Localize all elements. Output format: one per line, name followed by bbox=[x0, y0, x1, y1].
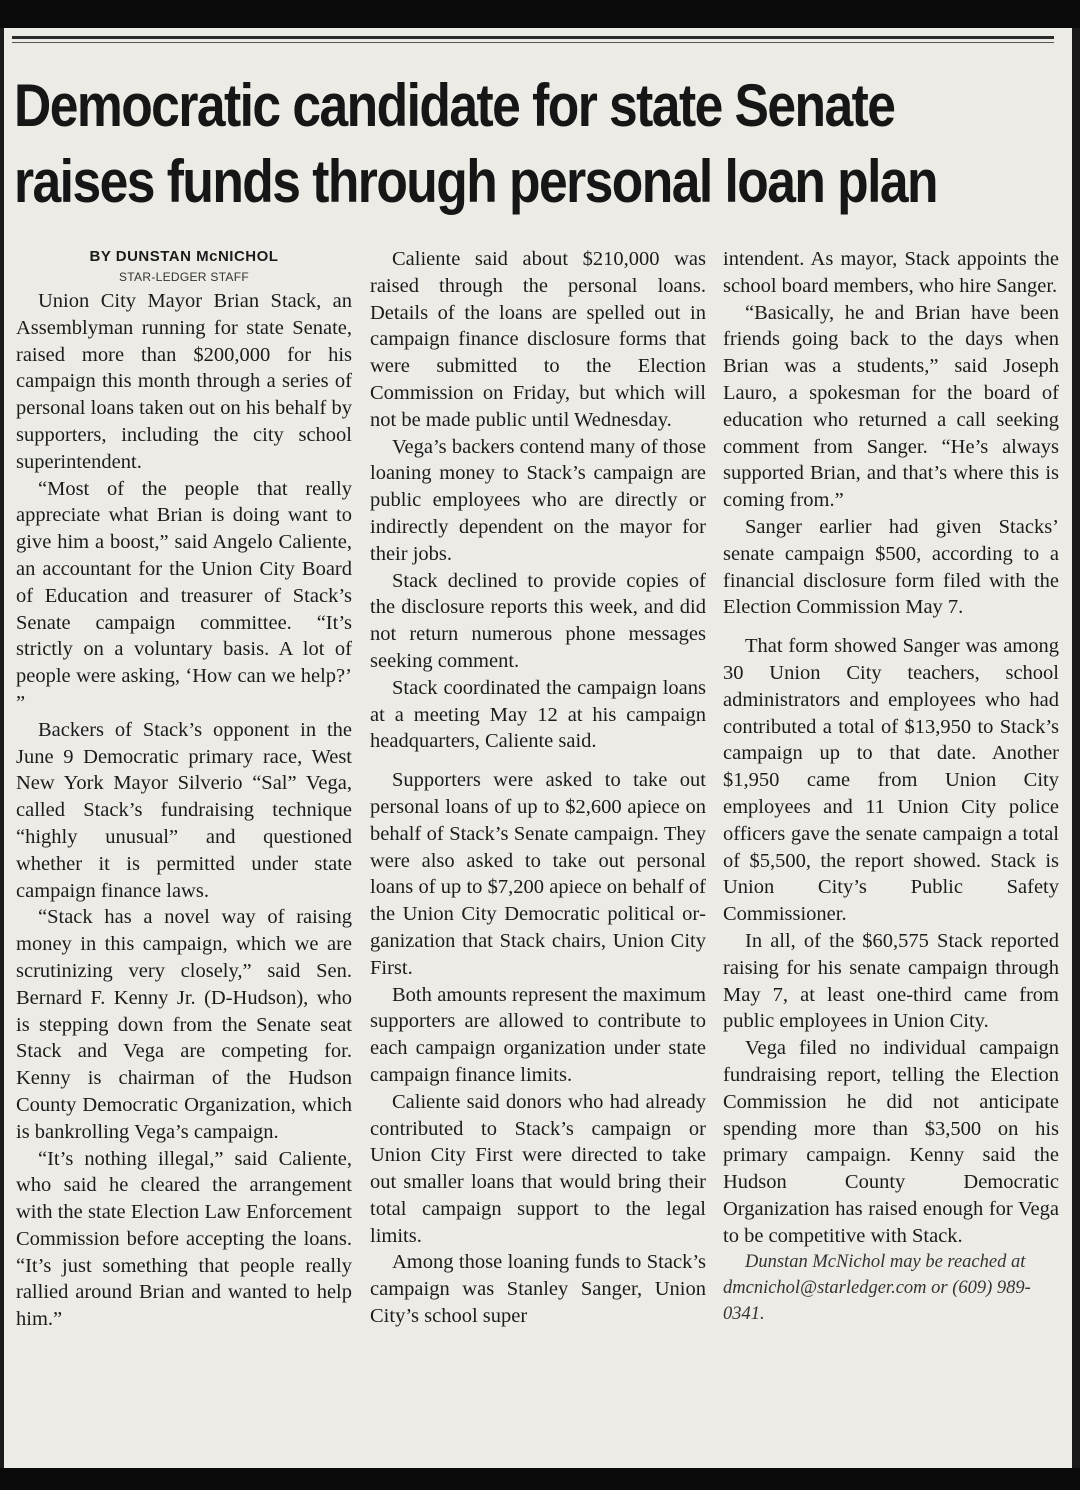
paragraph: That form showed Sanger was among 30 Union City teachers, school administrators and employees who had contributed a total of $13,950 to Stack’s campaign up to that date. Another $1,950 came from Union City employees and 11 Union City police officers gave the senate campaign a total of $5,500, the report showed. Stack is Union City’s Public Safety Commissioner. bbox=[723, 635, 1059, 926]
paragraph: Both amounts represent the maximum supporters are allowed to contribute to each campaign organization under state campaign finance limits. bbox=[370, 983, 706, 1086]
paragraph: Stack coordinated the campaign loans at a meeting May 12 at his campaign headquarters, Caliente said. bbox=[370, 676, 706, 753]
paragraph: “Stack has a novel way of raising money in this campaign, which we are scrutinizing very closely,” said Sen. Bernard F. Kenny Jr. (D-Hudson), who is stepping down from the Senate seat Stack and Vega are competing for. Kenny is chairman of the Hudson County Democratic Organization, which is bankrolling Vega’s campaign. bbox=[16, 906, 352, 1143]
paragraph: Among those loaning funds to Stack’s campaign was Stanley Sanger, Union City’s school super bbox=[370, 1251, 706, 1328]
paragraph: Caliente said about $210,000 was raised through the personal loans. Details of the loans are spelled out in campaign finance disclosure forms that were submitted to the Election Commission on Friday, but which will not be made public until Wednesday. bbox=[370, 248, 706, 431]
top-rule-thin bbox=[12, 42, 1054, 43]
paragraph: “Most of the people that really appreciate what Brian is doing want to give him a boost,” said Angelo Caliente, an accountant for the Union City Board of Education and treasurer of Stack’s Senate campaign committee. “It’s strictly on a voluntary basis. A lot of people were asking, ‘How can we help?’ ” bbox=[16, 477, 352, 714]
paragraph: Stack declined to provide copies of the disclosure reports this week, and did not return numerous phone messages seeking comment. bbox=[370, 569, 706, 672]
headline-line-1: Democratic candidate for state Senate bbox=[14, 72, 895, 139]
top-rule bbox=[12, 36, 1054, 39]
column-2 bbox=[370, 246, 706, 1330]
author-contact: Dunstan McNichol may be reached at dmcnichol@starledger.com or (609) 989-0341. bbox=[723, 1252, 1031, 1325]
paragraph: In all, of the $60,575 Stack reported raising for his senate campaign through May 7, at least one-third came from public employees in Union City. bbox=[723, 929, 1059, 1033]
paragraph: “Basically, he and Brian have been friends going back to the days when Brian was a students,” said Joseph Lauro, a spokesman for the board of education who returned a call seeking comment from Sanger. “He’s always supported Brian, and that’s where this is coming from.” bbox=[723, 301, 1059, 512]
paragraph: Vega filed no individual campaign fundraising report, telling the Election Commission he did not anticipate spending more than $3,500 on his primary campaign. Kenny said the Hudson County Democratic Organization has raised enough for Vega to be competitive with Stack. bbox=[723, 1037, 1059, 1247]
headline-line-2: raises funds through personal loan plan bbox=[14, 148, 938, 215]
paragraph: Backers of Stack’s opponent in the June 9 Democratic primary race, West New York Mayor Silverio “Sal” Vega, called Stack’s fundraising technique “highly unusual” and questioned whether it is permitted under state campaign finance laws. bbox=[16, 718, 352, 902]
left-scan-edge bbox=[0, 28, 4, 1468]
paragraph: intendent. As mayor, Stack appoints the school board members, who hire Sanger. bbox=[723, 248, 1059, 297]
paragraph: Caliente said donors who had already contributed to Stack’s campaign or Union City First were directed to take out smaller loans that would bring their total campaign support to the legal limits. bbox=[370, 1090, 706, 1247]
paragraph: Supporters were asked to take out personal loans of up to $2,600 apiece on behalf of Stack’s Senate campaign. They were also asked to take out personal loans of up to $7,200 apiece on behalf of the Union City Democratic political organization that Stack chairs, Union City First. bbox=[370, 769, 706, 979]
paragraph: Vega’s backers contend many of those loaning money to Stack’s campaign are public employees who are directly or indirectly dependent on the mayor for their jobs. bbox=[370, 435, 706, 565]
paragraph: “It’s nothing illegal,” said Caliente, who said he cleared the arrangement with the state Election Law Enforcement Commission before accepting the loans. “It’s just something that people really rallied around Brian and wanted to help him.” bbox=[16, 1147, 352, 1331]
column-3 bbox=[723, 246, 1059, 1327]
paragraph: Sanger earlier had given Stacks’ senate campaign $500, according to a financial disclosure form filed with the Election Commission May 7. bbox=[723, 515, 1059, 619]
staff-credit: STAR-LEDGER STAFF bbox=[119, 270, 249, 284]
right-scan-edge bbox=[1072, 28, 1080, 1468]
newspaper-clipping bbox=[0, 28, 1080, 1468]
byline: BY DUNSTAN McNICHOL bbox=[89, 248, 279, 265]
paragraph: Union City Mayor Brian Stack, an Assemblyman running for state Senate, raised more than $200,000 for his campaign this month through a series of personal loans taken out on his behalf by supporters, including the city school superintendent. bbox=[16, 290, 352, 473]
headline bbox=[14, 68, 1063, 220]
column-1 bbox=[16, 246, 352, 1333]
